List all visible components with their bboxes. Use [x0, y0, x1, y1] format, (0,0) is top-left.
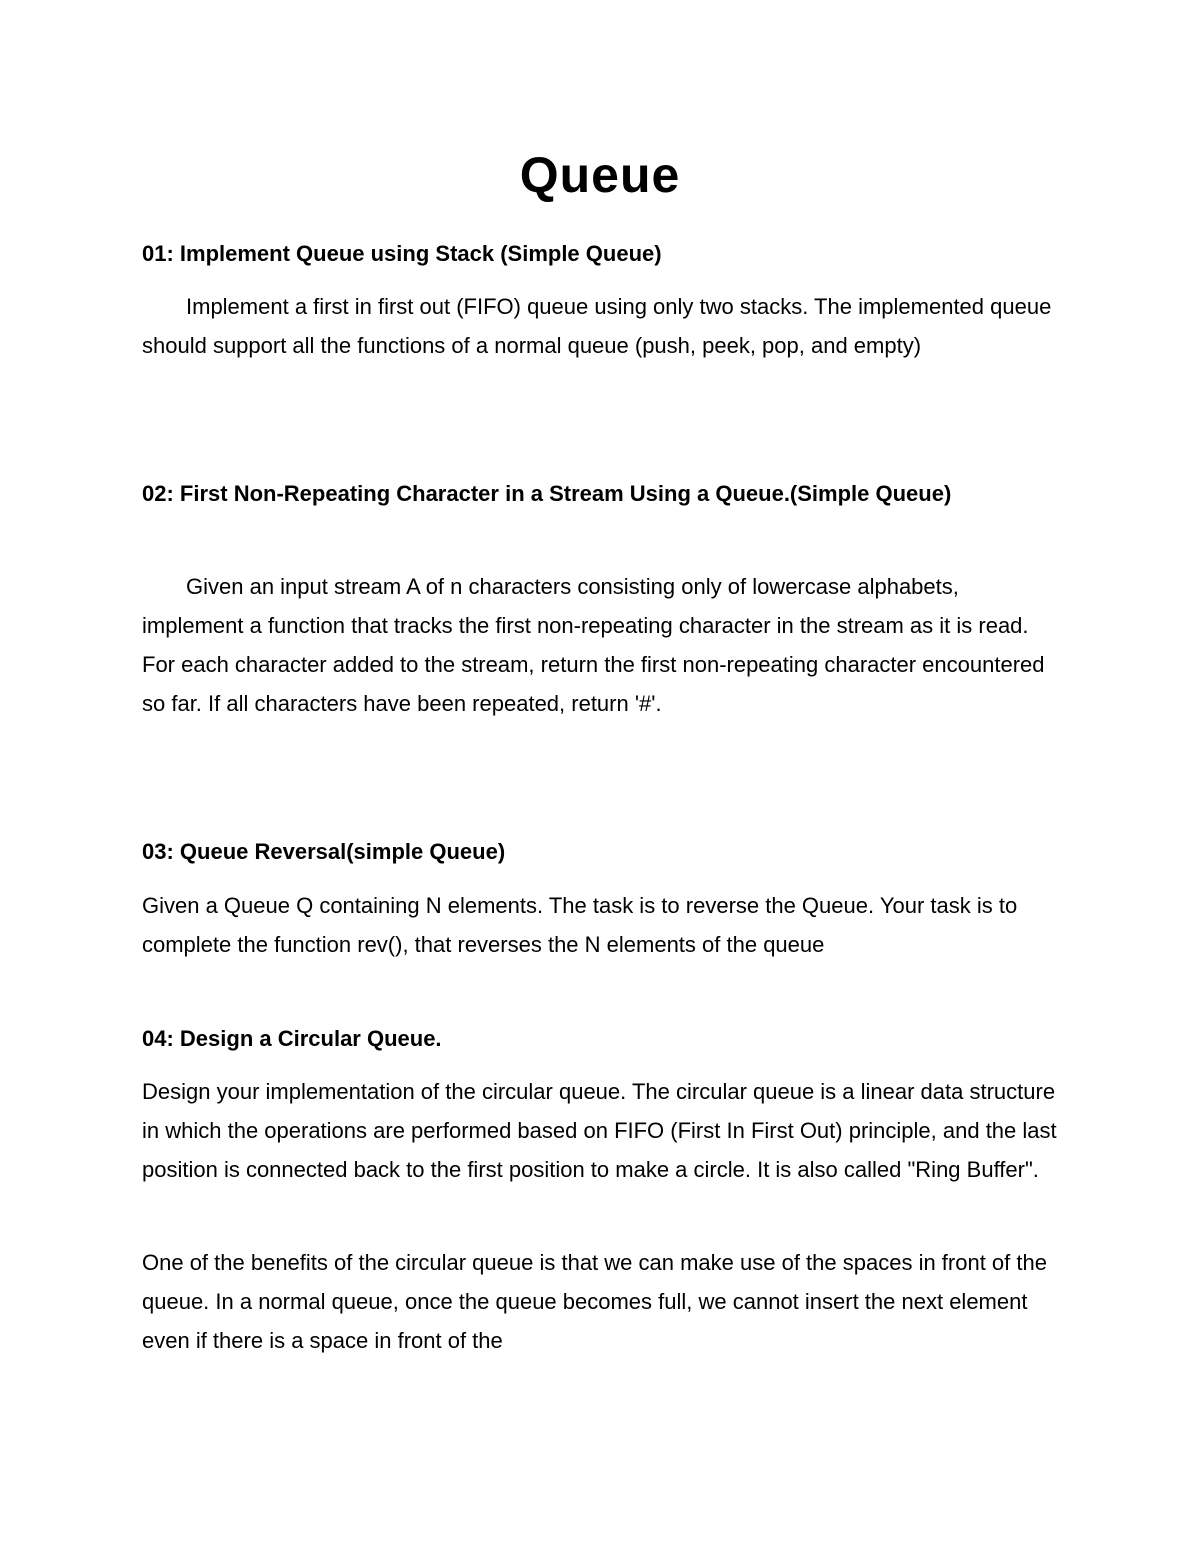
section-04-paragraph-1: Design your implementation of the circular queue. The circular queue is a linear data structure in which the operations are performed based on FIFO (First In First Out) principle, and the last position is connected back to the first position to make a circle. It is also called "Ring Buffer". [142, 1079, 1057, 1182]
page-title: Queue [519, 147, 681, 203]
section-02-paragraph: Given an input stream A of n characters consisting only of lowercase alphabets, implement a function that tracks the first non-repeating character in the stream as it is read. For each character added to the stream, return the first non-repeating character encountered so far. If all characters have been repeated, return '#'. [142, 574, 1045, 716]
section-04-paragraph-2: One of the benefits of the circular queue is that we can make use of the spaces in front of the queue. In a normal queue, once the queue becomes full, we cannot insert the next element even if there is a space in front of the [142, 1250, 1047, 1353]
section-03-heading: 03: Queue Reversal(simple Queue) [142, 839, 506, 864]
section-01-paragraph: Implement a first in first out (FIFO) queue using only two stacks. The implemented queue should support all the functions of a normal queue (push, peek, pop, and empty) [142, 294, 1052, 358]
section-01-heading: 01: Implement Queue using Stack (Simple Queue) [142, 241, 662, 266]
section-03-paragraph: Given a Queue Q containing N elements. The task is to reverse the Queue. Your task is to complete the function rev(), that reverses the N elements of the queue [142, 893, 1018, 957]
section-04-heading: 04: Design a Circular Queue. [142, 1026, 442, 1051]
section-02-heading: 02: First Non-Repeating Character in a Stream Using a Queue.(Simple Queue) [142, 481, 952, 506]
